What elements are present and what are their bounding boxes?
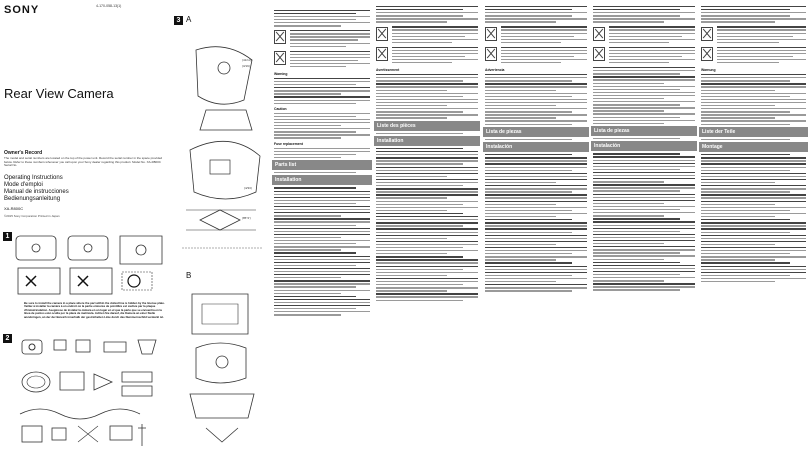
german-column [699, 0, 808, 458]
lista-piezas-bar-2: Lista de piezas [591, 126, 697, 136]
montage-bar: Montage [699, 142, 808, 152]
figure-a-label: A [186, 15, 192, 24]
language-list [4, 175, 69, 203]
owners-record-heading: Owner's Record [4, 150, 43, 156]
liste-pieces-bar: Liste des pièces [374, 121, 480, 131]
sony-logo: SONY [4, 4, 40, 16]
waste-bin-icon [274, 30, 286, 44]
figure-b-illustration [176, 284, 268, 454]
figure-3-number: 3 [174, 16, 183, 25]
language-en: Operating Instructions [4, 175, 63, 181]
dimension-1: (41/13) [242, 58, 252, 62]
waste-bin-icon-fr [376, 27, 388, 41]
battery-bin-icon-de [701, 47, 713, 61]
figure-2-number: 2 [3, 334, 12, 343]
waste-bin-icon-es [485, 27, 497, 41]
instalacion-bar: Instalación [483, 142, 589, 152]
language-es: Manual de instrucciones [4, 189, 69, 195]
warning-heading: Warning [274, 72, 288, 77]
waste-bin-icon-es2 [593, 27, 605, 41]
french-column [374, 0, 480, 458]
part-number: 4-170-058-13(1) [96, 4, 122, 8]
spanish-german-column [591, 0, 697, 458]
lista-piezas-bar: Lista de piezas [483, 127, 589, 137]
dimension-4: (85°2') [242, 216, 251, 220]
warnung-heading: Warnung [701, 68, 716, 73]
battery-bin-icon [274, 51, 286, 65]
figure-1-illustration [14, 232, 166, 298]
model-number: XA-R800C [4, 206, 24, 211]
owners-record-text: The model and serial numbers are located on the top of the power unit. Record the serial number in the space provided below. Refer to these numbers whenever you call upon your Sony dealer regarding this product. Model No. XA-R800C Serial No. [4, 156, 163, 168]
dimension-3: (4/33) [244, 186, 252, 190]
battery-bin-icon-fr [376, 47, 388, 61]
installation-bar: Installation [272, 175, 372, 185]
cover-column [0, 0, 170, 458]
copyright: ©2015 Sony Corporation Printed in Japan [4, 214, 60, 218]
installation-bar-fr: Installation [374, 136, 480, 146]
figure-1-number: 1 [3, 232, 12, 241]
waste-bin-icon-de [701, 27, 713, 41]
figure-a-illustration [176, 30, 268, 266]
english-column [272, 0, 372, 458]
battery-bin-icon-es [485, 47, 497, 61]
fuse-heading: Fuse replacement [274, 141, 303, 146]
avertissement-heading: Avertissement [376, 68, 400, 73]
spanish-column [483, 0, 589, 458]
language-fr: Mode d'emploi [4, 182, 43, 188]
battery-bin-icon-es2 [593, 47, 605, 61]
illustration-column [172, 0, 270, 458]
dimension-2: (3/19) [242, 64, 250, 68]
instalacion-bar-2: Instalación [591, 141, 697, 151]
caution-heading: Caution [274, 106, 287, 111]
figure-2-parts-illustration [14, 334, 166, 454]
parts-list-bar: Parts list [272, 160, 372, 170]
figure-1-note: Be sure to install the camera in a place where the part within the dotted line is hidden by the license plate. Veillez à installer la caméra à un endroit où la partie entourée de pointillés est cachée par la plaque d'immatriculation. Asegúrese de instalar la cámara en un lugar en el que la parte que se encuentra en la línea de puntos esté oculta por la placa de matrícula. Achten Sie darauf, die Kamera an einer Stelle anzubringen, an der der Bereich innerhalb der gestrichelten Linie durch das Nummernschild verdeckt ist. [24, 301, 165, 319]
figure-b-label: B [186, 271, 192, 280]
language-de: Bedienungsanleitung [4, 196, 61, 202]
teileliste-bar: Liste der Teile [699, 127, 808, 137]
advertencia-heading: Advertencia [485, 68, 505, 73]
page-title: Rear View Camera [4, 86, 114, 101]
